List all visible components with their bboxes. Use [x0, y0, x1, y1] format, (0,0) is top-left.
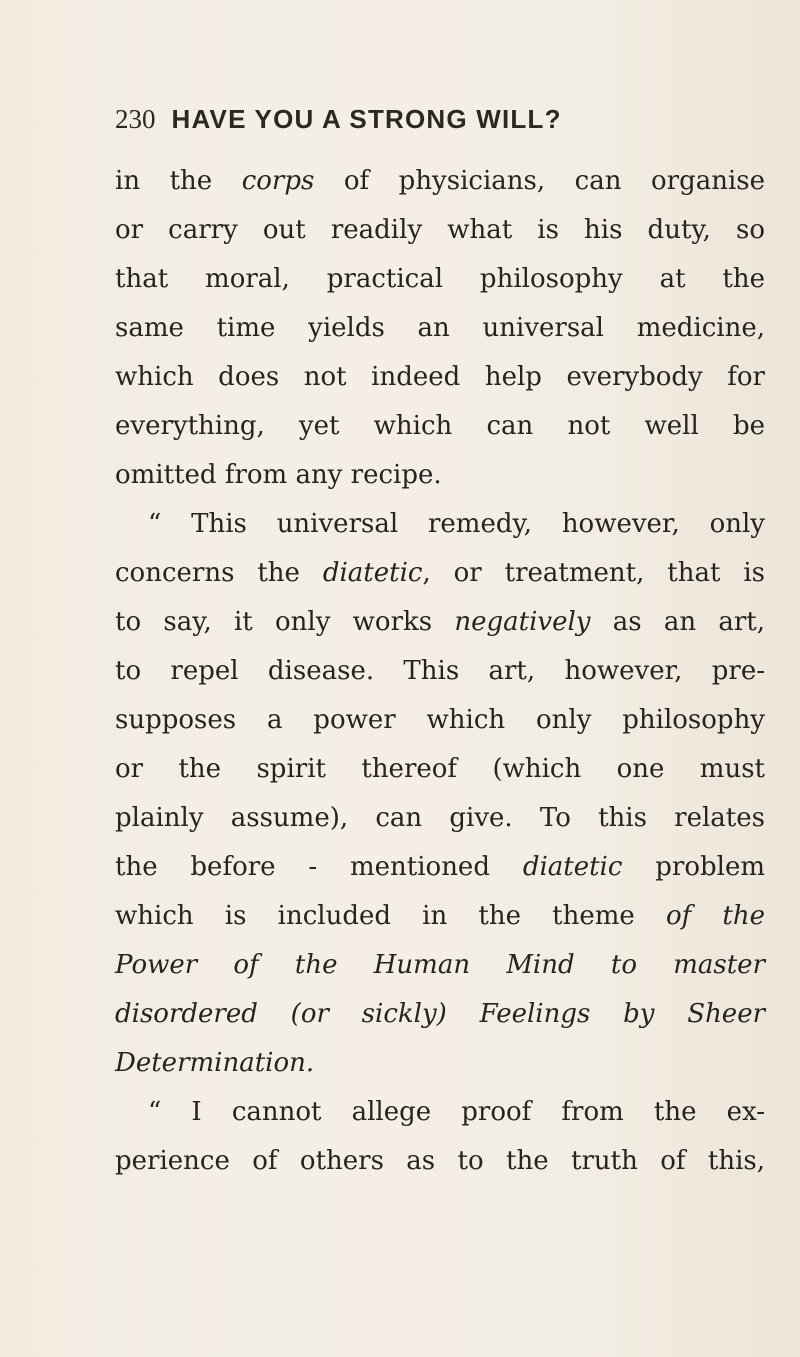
text-line: same time yields an universal medicine, [115, 313, 765, 343]
running-head [115, 104, 562, 135]
text-line [115, 990, 765, 1038]
text-line: “ I cannot allege proof from the ex- [148, 1097, 765, 1127]
page-number: 230 [115, 104, 156, 134]
text-line [115, 549, 765, 597]
italic-span: negatively [454, 607, 591, 637]
text-line: plainly assume), can give. To this relates [115, 803, 765, 833]
text-line [115, 843, 765, 891]
text-line: which does not indeed help everybody for [115, 362, 765, 392]
text-span: as an art, [590, 607, 765, 637]
text-line [115, 157, 765, 205]
italic-span: or sickly [300, 999, 437, 1029]
text-span: concerns the [115, 558, 323, 588]
text-line: Determination. [115, 1048, 315, 1078]
italic-span: diatetic [522, 852, 623, 882]
text-span: problem [622, 852, 765, 882]
italic-span: corps [241, 166, 315, 196]
running-title: HAVE YOU A STRONG WILL? [171, 104, 562, 134]
text-line: to repel disease. This art, however, pre- [115, 656, 765, 686]
text-line: that moral, practical philosophy at the [115, 264, 765, 294]
text-span: , or treatment, that is [422, 558, 765, 588]
text-span: which is included in the theme [115, 901, 666, 931]
text-line: or the spirit thereof (which one must [115, 754, 765, 784]
text-span: in the [115, 166, 242, 196]
italic-span: of the [665, 901, 765, 931]
text-line: omitted from any recipe. [115, 460, 442, 490]
italic-span: ) Feelings by Sheer [436, 999, 766, 1029]
text-line: “ This universal remedy, however, only [148, 509, 765, 539]
text-line: supposes a power which only philosophy [115, 705, 765, 735]
italic-span: diatetic [322, 558, 423, 588]
text-line: perience of others as to the truth of this, [115, 1146, 765, 1176]
text-span: to say, it only works [115, 607, 455, 637]
text-line: or carry out readily what is his duty, so [115, 215, 765, 245]
text-span: of physicians, can organise [314, 166, 766, 196]
text-line [115, 598, 765, 646]
text-line [115, 892, 765, 940]
text-span: the before - mentioned [115, 852, 523, 882]
text-line: everything, yet which can not well be [115, 411, 765, 441]
italic-span: disordered ( [115, 999, 301, 1029]
text-line: Power of the Human Mind to master [115, 950, 765, 980]
